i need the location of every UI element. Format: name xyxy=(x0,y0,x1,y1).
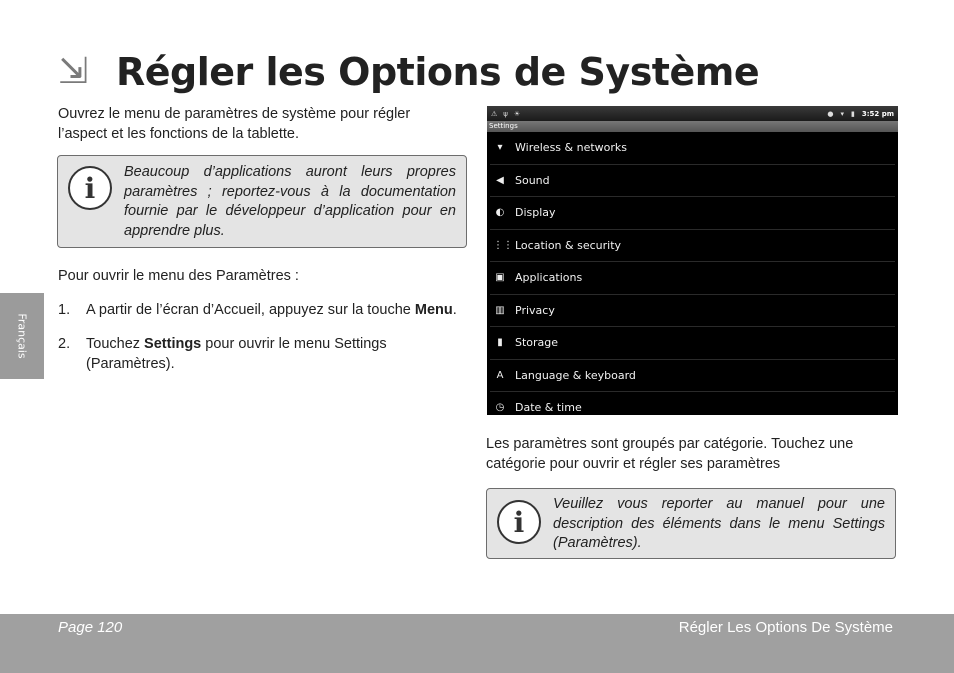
result-paragraph: Les paramètres sont groupés par catégorie. Touchez une catégorie pour ouvrir et régler ses paramètres xyxy=(486,436,854,472)
settings-item-language-keyboard[interactable]: A Language & keyboard xyxy=(490,360,895,393)
info-note xyxy=(57,155,467,248)
list-item: 2. Touchez Settings pour ouvrir le menu Settings (Paramètres). xyxy=(58,336,387,372)
battery-icon: ▮ xyxy=(850,109,855,118)
settings-item-storage[interactable]: ▮ Storage xyxy=(490,327,895,360)
applications-icon: ▣ xyxy=(495,272,505,284)
speaker-icon: ◀ xyxy=(496,174,504,186)
info-icon: i xyxy=(68,166,112,210)
section-title: Régler Les Options De Système xyxy=(678,619,893,636)
usb-icon: ψ xyxy=(503,109,508,118)
list-item: 1. A partir de l’écran d’Accueil, appuyez sur la touche Menu. xyxy=(58,302,457,318)
info-note xyxy=(486,488,896,559)
settings-item-sound[interactable]: ◀ Sound xyxy=(490,165,895,198)
info-icon: i xyxy=(497,500,541,544)
debug-icon: ☀ xyxy=(513,109,521,118)
settings-list xyxy=(487,132,898,415)
info-note-text: Veuillez vous reporter au manuel pour une description des éléments dans le menu Settings (Paramètres). xyxy=(553,496,885,551)
storage-icon: ▮ xyxy=(497,337,503,349)
clock-icon: ◷ xyxy=(495,402,505,414)
brightness-icon: ◐ xyxy=(495,207,505,219)
keyboard-icon: A xyxy=(496,369,504,381)
settings-item-date-time[interactable]: ◷ Date & time xyxy=(490,392,895,415)
settings-item-applications[interactable]: ▣ Applications xyxy=(490,262,895,295)
warning-icon: ⚠ xyxy=(491,109,498,118)
settings-item-wireless[interactable]: ▾ Wireless & networks xyxy=(490,132,895,165)
settings-item-display[interactable]: ◐ Display xyxy=(490,197,895,230)
page-footer xyxy=(0,614,954,673)
status-time: 3:52 pm xyxy=(861,109,894,118)
settings-title-bar: Settings xyxy=(487,121,898,132)
settings-item-privacy[interactable]: ▥ Privacy xyxy=(490,295,895,328)
page-heading xyxy=(58,50,759,94)
intro-paragraph: Ouvrez le menu de paramètres de système pour régler l’aspect et les fonctions de la tablette. xyxy=(58,106,411,142)
page-title: Régler les Options de Système xyxy=(116,50,760,94)
arrow-icon: ⇲ xyxy=(58,51,89,92)
status-bar xyxy=(487,106,898,121)
page-number: Page 120 xyxy=(58,619,123,636)
settings-item-location-security[interactable]: ⋮⋮ Location & security xyxy=(490,230,895,263)
steps-list xyxy=(58,300,458,388)
settings-screenshot xyxy=(487,106,898,415)
grid-icon: ⋮⋮ xyxy=(493,239,513,251)
wifi-status-icon: ▾ xyxy=(840,109,844,118)
language-tab xyxy=(0,293,44,379)
language-tab-label: Français xyxy=(15,313,29,359)
privacy-icon: ▥ xyxy=(495,304,505,316)
wifi-icon: ▾ xyxy=(497,142,503,154)
info-note-text: Beaucoup d’applications auront leurs propres paramètres ; reportez-vous à la documentation fournie par le développeur d’application pour en apprendre plus. xyxy=(124,164,456,239)
globe-icon: ● xyxy=(827,109,834,118)
instructions-intro: Pour ouvrir le menu des Paramètres : xyxy=(58,268,299,284)
